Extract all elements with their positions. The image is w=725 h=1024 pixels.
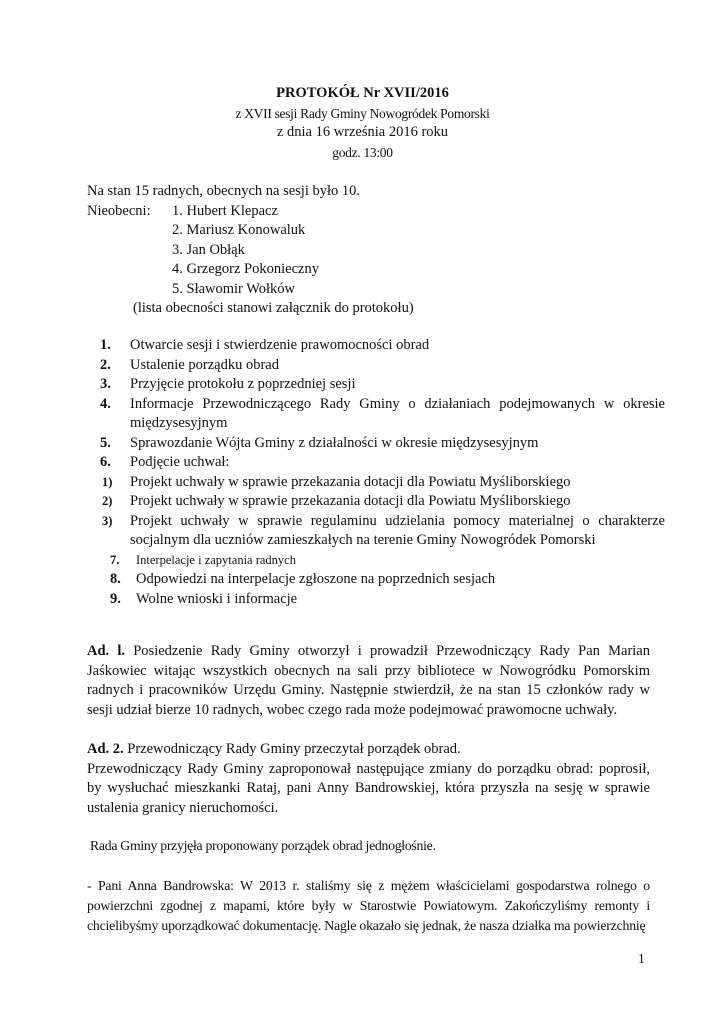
agenda-number: 8. [110,571,121,587]
agenda-subitem [100,512,665,551]
agenda-item [100,590,665,610]
agenda-approval: Rada Gminy przyjęła proponowany porządek obrad jednogłośnie. [90,838,436,853]
agenda-text: Interpelacje i zapytania radnych [136,552,296,567]
ad2-text-1: Przewodniczący Rady Gminy przeczytał porządek obrad. [123,741,461,757]
ad1-text: Posiedzenie Rady Gminy otworzył i prowadził Przewodniczący Rady Pan Marian Jaśkowiec witając wszystkich obecnych na sali przy bibliotece w Nowogródku Pomorskim radnych i pracowników Urzędu Gminy. Następnie stwierdził, że na stan 15 członków rady w sesji udział bierze 10 radnych, wobec czego rada może podejmować prawomocne uchwały. [87,643,650,718]
agenda-number: 5. [100,434,111,451]
ad1-label: Ad. l. [87,643,126,659]
agenda-item [100,395,665,434]
present-count: Na stan 15 radnych, obecnych na sesji było 10. [87,183,361,199]
agenda-text: Sprawozdanie Wójta Gminy z działalności w okresie międzysesyjnym [130,434,539,451]
agenda-item [100,453,665,473]
agenda-item [100,336,665,356]
agenda-text: Projekt uchwały w sprawie przekazania dotacji dla Powiatu Myśliborskiego [130,473,571,490]
agenda-text: Projekt uchwały w sprawie regulaminu udzielania pomocy materialnej o charakterze socjalnym dla uczniów zamieszkałych na terenie Gminy Nowogródek Pomorski [130,512,665,548]
agenda-number: 4. [100,395,111,412]
agenda-number: 2. [100,356,111,373]
session-line: z XVII sesji Rady Gminy Nowogródek Pomorski [235,105,490,121]
ad2-text-2: Przewodniczący Rady Gminy zaproponował następujące zmiany do porządku obrad: poprosił, by wysłuchać mieszkanki Rataj, pani Anny Bandrowskiej, która przyszła na sesję w sprawie ustalenia granicy nieruchomości. [87,760,650,816]
page-number: 1 [638,951,645,966]
agenda-text: Ustalenie porządku obrad [130,356,279,373]
time-line: godz. 13:00 [332,144,393,160]
agenda-item [100,356,665,376]
agenda-text: Informacje Przewodniczącego Rady Gminy o działaniach podejmowanych w okresie międzysesyjnym [130,395,665,431]
document-header [0,84,725,162]
attendance-section [87,182,647,319]
ad2-label: Ad. 2. [87,741,124,757]
agenda-text: Przyjęcie protokołu z poprzedniej sesji [130,376,356,392]
agenda-item [100,375,665,395]
agenda-text: Projekt uchwały w sprawie przekazania dotacji dla Powiatu Myśliborskiego [130,493,571,509]
agenda-number: 9. [110,590,121,607]
agenda-item [100,434,665,454]
bandrowska-statement: - Pani Anna Bandrowska: W 2013 r. staliśmy się z mężem właścicielami gospodarstwa rolnego o powierzchni zgodnej z mapami, które były w Starostwie Powiatowym. Zakończyliśmy remonty i chcielibyśmy uporządkować dokumentację. Nagle okazało się jednak, że nasza działka ma powierzchnię [87,878,650,933]
absent-member: 4. Grzegorz Pokonieczny [172,261,319,277]
absent-member: 3. Jan Obłąk [172,241,245,258]
agenda-list [100,336,665,609]
agenda-subitem [100,473,665,493]
date-line: z dnia 16 września 2016 roku [276,124,449,140]
agenda-number: 1. [100,337,111,353]
agenda-number: 2) [102,494,113,508]
agenda-number: 6. [100,454,111,470]
agenda-number: 7. [110,552,120,567]
agenda-number: 1) [102,474,113,489]
absent-member: 5. Sławomir Wołków [172,280,296,297]
agenda-text: Otwarcie sesji i stwierdzenie prawomocności obrad [130,337,430,353]
agenda-item [100,551,665,571]
agenda-subitem [100,492,665,512]
absent-label: Nieobecni: [87,202,151,219]
agenda-number: 3) [102,513,113,528]
ad2-paragraph [87,740,650,818]
ad1-paragraph [87,642,650,720]
agenda-item [100,570,665,590]
absent-member: 2. Mariusz Konowaluk [172,222,306,238]
agenda-number: 3. [100,376,111,392]
agenda-text: Podjęcie uchwał: [130,454,230,470]
absent-member: 1. Hubert Klepacz [172,202,278,219]
agenda-text: Odpowiedzi na interpelacje zgłoszone na poprzednich sesjach [136,571,496,587]
agenda-text: Wolne wnioski i informacje [136,590,298,607]
protocol-title: PROTOKÓŁ Nr XVII/2016 [276,85,449,101]
attendance-note: (lista obecności stanowi załącznik do protokołu) [133,300,414,316]
